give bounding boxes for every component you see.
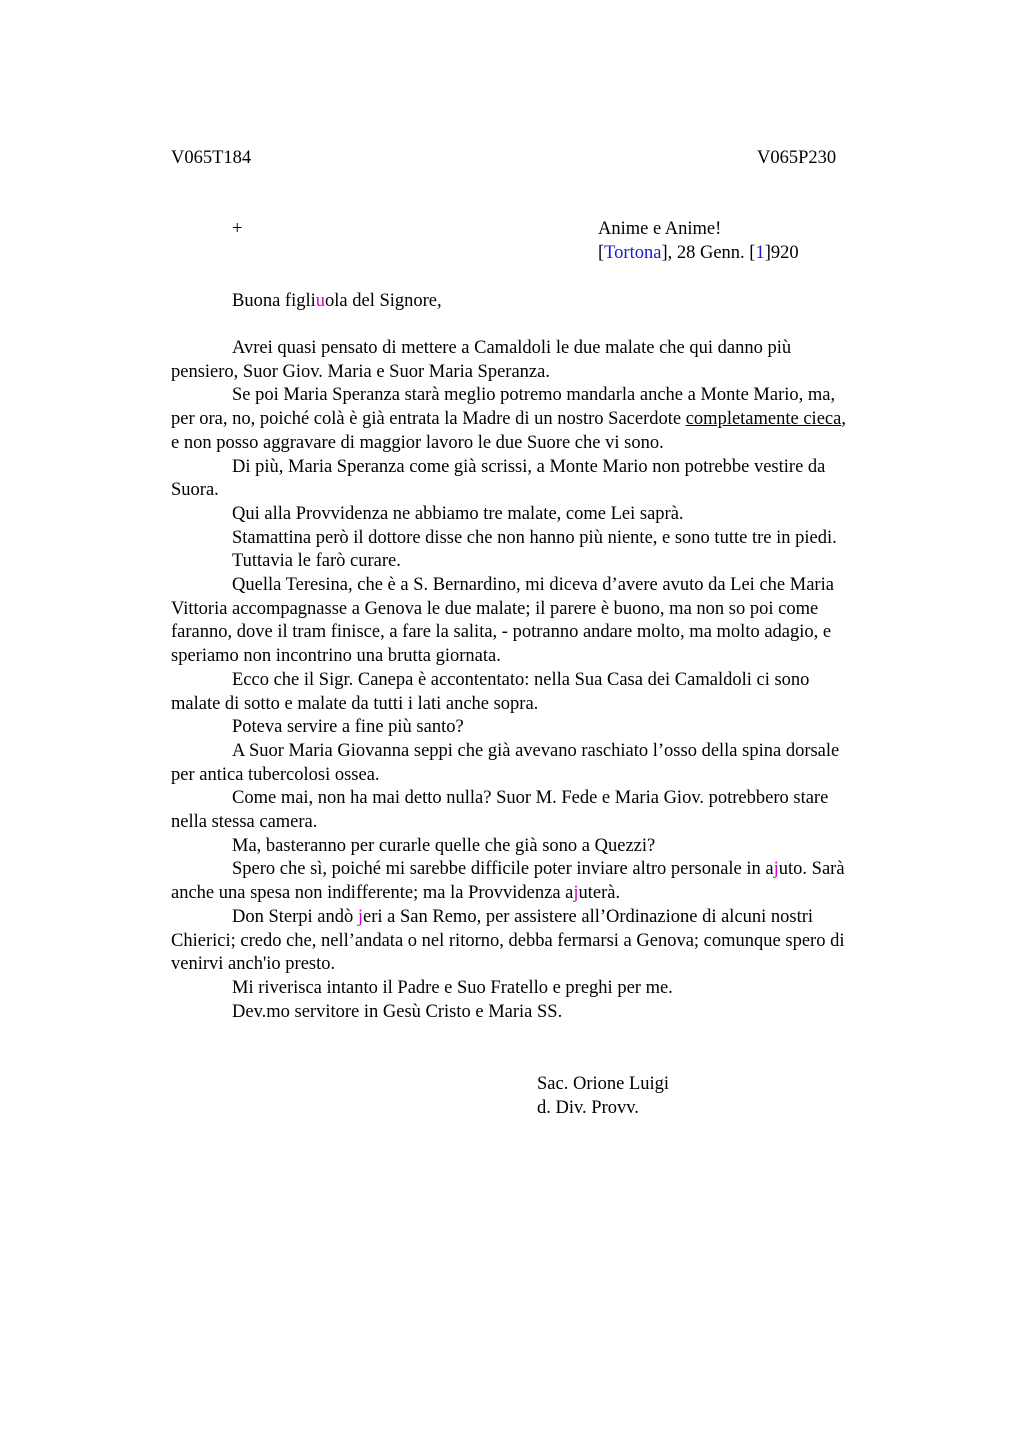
body-text-span: Spero che sì, poiché mi sarebbe difficile poter inviare altro personale in a [232, 859, 774, 880]
body-text-span: per ora, no, poiché colà è già entrata la Madre di un nostro Sacerdote [171, 409, 686, 430]
salutation-part: Buona figli [232, 291, 316, 311]
spelling-correction: j [357, 906, 364, 927]
body-line: Mi riverisca intanto il Padre e Suo Fratello e preghi per me. [232, 977, 673, 998]
body-line: malate di sotto e malate da tutti i lati anche sopra. [171, 693, 539, 714]
body-line: Suora. [171, 480, 219, 501]
underlined-phrase: completamente cieca [685, 409, 842, 430]
spelling-correction: j [773, 859, 779, 880]
signature-title: d. Div. Provv. [537, 1098, 639, 1118]
body-line: Stamattina però il dottore disse che non hanno più niente, e sono tutte tre in piedi. [232, 527, 837, 548]
body-line: Chierici; credo che, nell’andata o nel ritorno, debba fermarsi a Genova; comunque spero di [171, 930, 845, 951]
body-line [171, 858, 931, 882]
spelling-correction: j [573, 883, 579, 904]
motto: Anime e Anime! [598, 219, 722, 239]
body-text-span: anche una spesa non indifferente; ma la Provvidenza a [171, 883, 574, 904]
body-line [171, 408, 931, 432]
body-line: Avrei quasi pensato di mettere a Camaldoli le due malate che qui danno più [232, 338, 792, 358]
body-line: nella stessa camera. [171, 812, 318, 833]
header-right-code: V065P230 [757, 148, 837, 168]
signature-name: Sac. Orione Luigi [537, 1074, 670, 1094]
dateline-mid: ], 28 Genn. [ [661, 243, 756, 263]
salutation-part: ola del Signore, [325, 291, 442, 311]
body-line: speriamo non incontrino una brutta giornata. [171, 646, 501, 667]
body-line: Ma, basteranno per curarle quelle che già sono a Quezzi? [232, 835, 656, 856]
body-line: A Suor Maria Giovanna seppi che già avevano raschiato l’osso della spina dorsale [232, 740, 840, 761]
cross-symbol: + [232, 219, 243, 239]
dateline-place: Tortona [604, 243, 662, 263]
body-line: faranno, dove il tram finisce, a fare la salita, - potranno andare molto, ma molto adagio, e [171, 622, 832, 643]
dateline [598, 241, 799, 265]
body-line: Dev.mo servitore in Gesù Cristo e Maria SS. [232, 1001, 563, 1022]
body-text-span: , [841, 409, 846, 430]
body-line: e non posso aggravare di maggior lavoro le due Suore che vi sono. [171, 432, 664, 453]
body-text-span: uterà. [578, 883, 621, 904]
dateline-open: [ [598, 243, 605, 263]
letter-body [171, 337, 931, 1024]
body-line: Poteva servire a fine più santo? [232, 717, 464, 738]
body-line: Qui alla Provvidenza ne abbiamo tre malate, come Lei saprà. [232, 503, 684, 524]
body-line: Ecco che il Sigr. Canepa è accontentato: nella Sua Casa dei Camaldoli ci sono [232, 669, 810, 690]
dateline-tail: ]920 [764, 243, 799, 263]
header-left-code: V065T184 [171, 148, 252, 168]
body-line: Tuttavia le farò curare. [232, 551, 401, 572]
body-line: Quella Teresina, che è a S. Bernardino, mi diceva d’avere avuto da Lei che Maria [232, 575, 834, 596]
body-line: Vittoria accompagnasse a Genova le due malate; il parere è buono, ma non so poi come [171, 598, 819, 619]
body-line: venirvi anch'io presto. [171, 954, 336, 975]
body-line [171, 882, 931, 906]
body-line: per antica tubercolosi ossea. [171, 764, 380, 785]
body-line: Di più, Maria Speranza come già scrissi, a Monte Mario non potrebbe vestire da [232, 456, 826, 477]
body-line: pensiero, Suor Giov. Maria e Suor Maria Speranza. [171, 361, 550, 382]
body-line: Se poi Maria Speranza starà meglio potremo mandarla anche a Monte Mario, ma, [232, 385, 836, 406]
body-text-span: eri a San Remo, per assistere all’Ordinazione di alcuni nostri [363, 906, 814, 927]
body-line: Come mai, non ha mai detto nulla? Suor M. Fede e Maria Giov. potrebbero stare [232, 788, 829, 809]
salutation [232, 289, 442, 313]
body-line [171, 906, 931, 930]
body-text-span: Don Sterpi andò [232, 906, 358, 927]
dateline-digit: 1 [755, 243, 765, 263]
salutation-correction: u [315, 291, 326, 311]
body-text-span: uto. Sarà [778, 859, 845, 880]
